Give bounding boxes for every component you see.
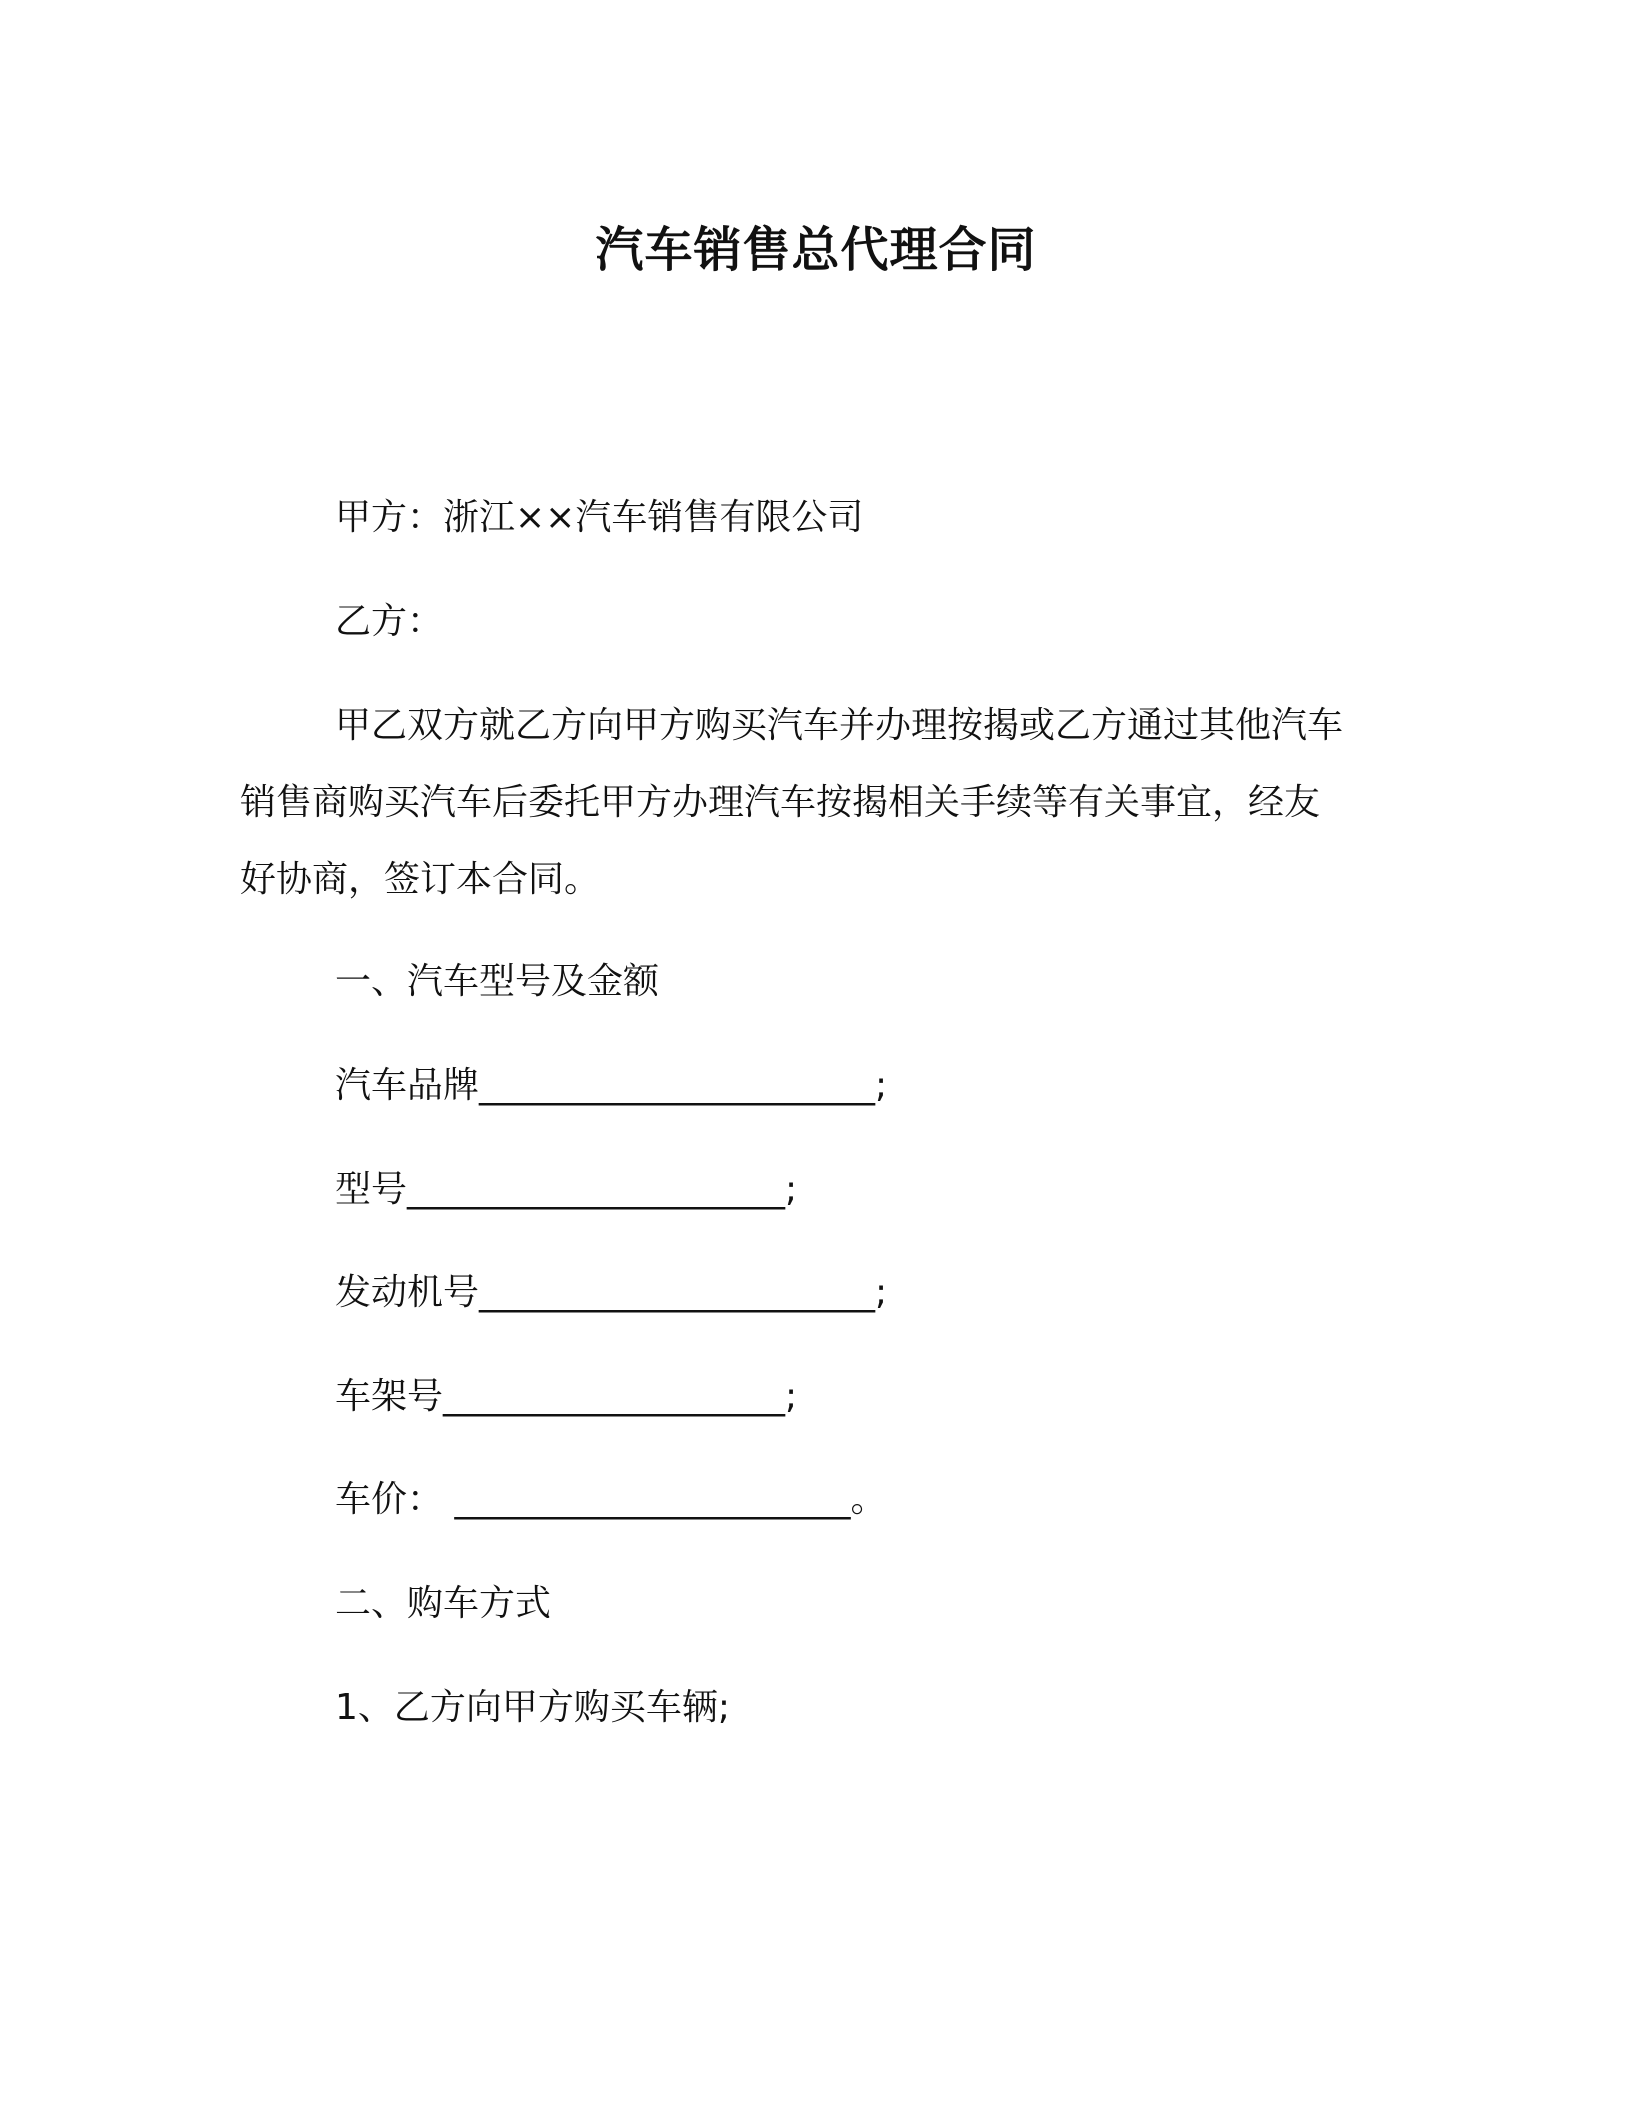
- section-1-heading: 一、汽车型号及金额: [335, 961, 660, 1002]
- intro-paragraph-line-2: 销售商购买汽车后委托甲方办理汽车按揭相关手续等有关事宜，经友: [240, 782, 1321, 823]
- section-2-heading: 二、购车方式: [335, 1583, 552, 1624]
- field-model: 型号_____________________;: [335, 1169, 798, 1210]
- intro-paragraph-line-1: 甲乙双方就乙方向甲方购买汽车并办理按揭或乙方通过其他汽车: [335, 705, 1344, 746]
- purchase-item-1: 1、乙方向甲方购买车辆;: [335, 1687, 731, 1728]
- document-title: 汽车销售总代理合同: [595, 222, 1037, 278]
- party-a-line: 甲方：浙江××汽车销售有限公司: [335, 497, 864, 538]
- field-car-price: 车价： ______________________。: [335, 1479, 887, 1520]
- field-car-brand: 汽车品牌______________________;: [335, 1065, 888, 1106]
- field-frame-number: 车架号___________________;: [335, 1376, 798, 1417]
- field-engine-number: 发动机号______________________;: [335, 1272, 888, 1313]
- intro-paragraph-line-3: 好协商，签订本合同。: [240, 859, 601, 900]
- party-b-line: 乙方：: [335, 601, 444, 642]
